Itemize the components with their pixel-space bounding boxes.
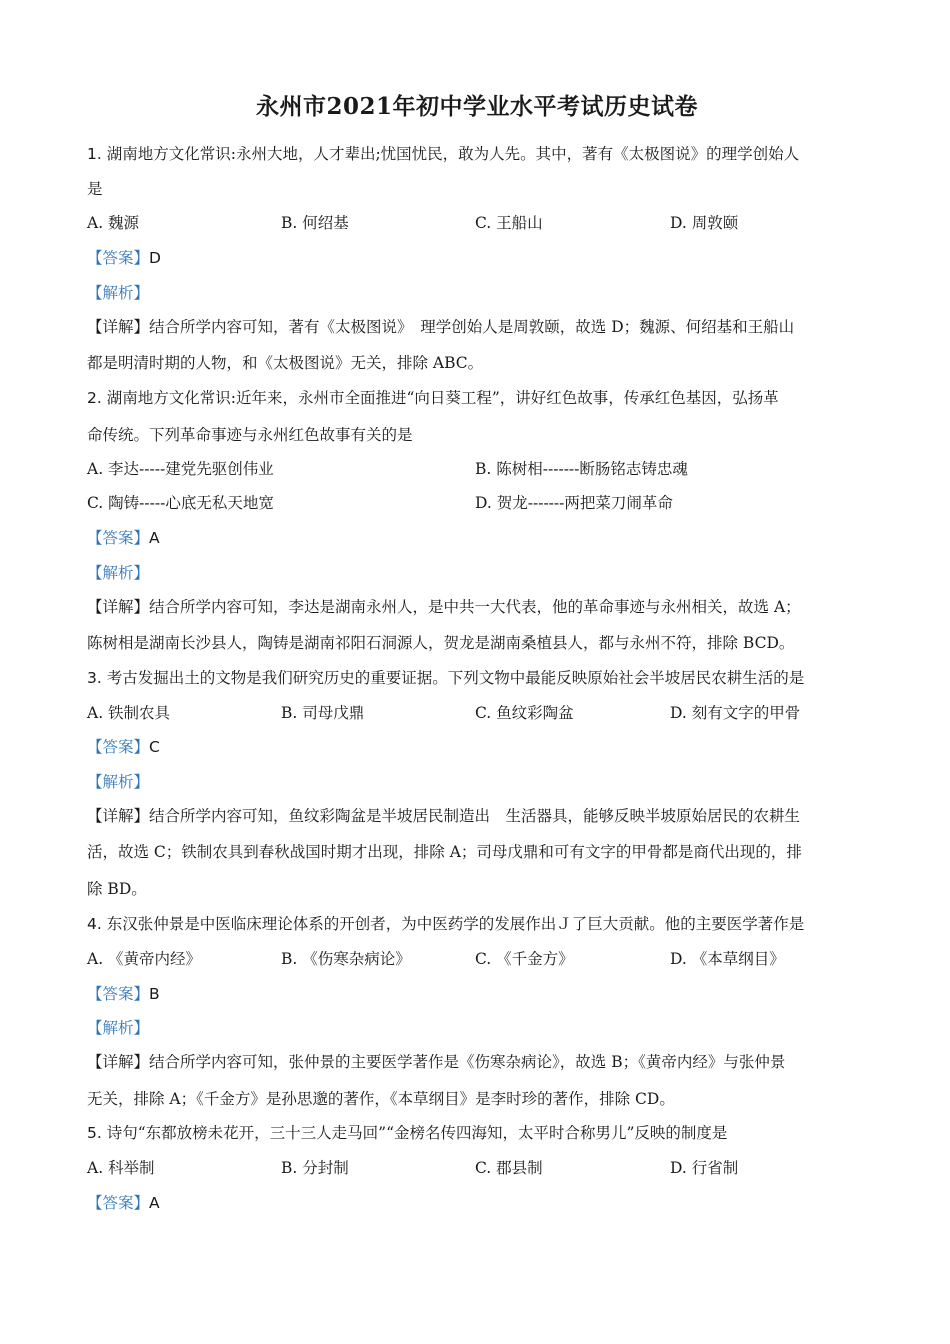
option-c: C. 《千金方》 [475, 950, 574, 968]
question-2-stem [87, 387, 867, 409]
question-5-stem [87, 1122, 867, 1144]
question-text: 考古发掘出土的文物是我们研究历史的重要证据。下列文物中最能反映原始社会半坡居民农耕生活的是 [106, 669, 805, 687]
question-number: 4. [87, 915, 102, 933]
question-2-answer [87, 527, 867, 549]
question-number: 2. [87, 389, 102, 407]
question-1-detail-cont: 都是明清时期的人物，和《太极图说》无关，排除 ABC。 [87, 354, 484, 372]
question-4-detail-cont: 无关，排除 A；《千金方》是孙思邈的著作，《本草纲目》是李时珍的著作，排除 CD。 [87, 1090, 675, 1108]
question-number: 1. [87, 145, 102, 163]
detail-tag: 【详解】 [87, 318, 150, 336]
option-a: A. 《黄帝内经》 [87, 950, 202, 968]
answer-value: B [149, 985, 160, 1003]
option-b: B. 何绍基 [281, 214, 349, 232]
question-number: 5. [87, 1124, 102, 1142]
question-text: 东汉张仲景是中医临床理论体系的开创者，为中医药学的发展作出Ｊ了巨大贡献。他的主要医学著作是 [106, 915, 805, 933]
question-3-analysis-tag: 【解析】 [87, 773, 150, 791]
question-number: 3. [87, 669, 102, 687]
detail-tag: 【详解】 [87, 1053, 150, 1071]
question-4-stem [87, 913, 867, 935]
option-a: A. 科举制 [87, 1159, 155, 1177]
answer-tag: 【答案】 [87, 1194, 150, 1212]
question-3-detail-cont2: 除 BD。 [87, 880, 147, 898]
answer-tag: 【答案】 [87, 985, 150, 1003]
question-3-stem [87, 667, 867, 689]
question-3-detail-cont: 活，故选 C；铁制农具到春秋战国时期才出现，排除 A；司母戊鼎和可有文字的甲骨都是商代出现的，排 [87, 843, 802, 861]
detail-tag: 【详解】 [87, 598, 150, 616]
detail-text: 结合所学内容可知，李达是湖南永州人，是中共一大代表，他的革命事迹与永州相关，故选 A； [149, 598, 801, 616]
question-1-stem [87, 143, 867, 165]
question-text: 湖南地方文化常识:近年来，永州市全面推进“向日葵工程”，讲好红色故事，传承红色基因，弘扬革 [106, 389, 779, 407]
question-2-detail [87, 596, 867, 618]
question-1-stem-cont: 是 [87, 180, 103, 198]
option-d: D. 刻有文字的甲骨 [670, 704, 801, 722]
question-2-stem-cont: 命传统。下列革命事迹与永州红色故事有关的是 [87, 426, 413, 444]
option-c: C. 鱼纹彩陶盆 [475, 704, 574, 722]
detail-text: 结合所学内容可知，著有《太极图说》 理学创始人是周敦颐，故选 D；魏源、何绍基和王船山 [149, 318, 795, 336]
question-2-detail-cont: 陈树相是湖南长沙县人，陶铸是湖南祁阳石洞源人，贺龙是湖南桑植县人，都与永州不符，排除 BCD。 [87, 634, 795, 652]
question-1-answer [87, 247, 867, 269]
option-b: B. 分封制 [281, 1159, 349, 1177]
question-3-answer [87, 736, 867, 758]
answer-tag: 【答案】 [87, 249, 150, 267]
page-title: 永州市2021年初中学业水平考试历史试卷 [255, 93, 698, 120]
option-a: A. 李达-----建党先驱创伟业 [87, 460, 274, 478]
option-a: A. 魏源 [87, 214, 140, 232]
option-d: D. 周敦颐 [670, 214, 739, 232]
question-text: 湖南地方文化常识:永州大地，人才辈出;忧国忧民，敢为人先。其中，著有《太极图说》的理学创始人 [106, 145, 800, 163]
answer-value: D [149, 249, 161, 267]
option-d: D. 贺龙-------两把菜刀闹革命 [475, 494, 673, 512]
detail-tag: 【详解】 [87, 807, 150, 825]
question-1-analysis-tag: 【解析】 [87, 284, 150, 302]
option-c: C. 陶铸-----心底无私天地宽 [87, 494, 274, 512]
answer-value: A [149, 1194, 160, 1212]
detail-text: 结合所学内容可知，鱼纹彩陶盆是半坡居民制造出 生活器具，能够反映半坡原始居民的农耕生 [149, 807, 801, 825]
option-b: B. 陈树相-------断肠铭志铸忠魂 [475, 460, 688, 478]
option-a: A. 铁制农具 [87, 704, 171, 722]
option-c: C. 郡县制 [475, 1159, 543, 1177]
answer-tag: 【答案】 [87, 529, 150, 547]
question-5-answer [87, 1192, 867, 1214]
answer-tag: 【答案】 [87, 738, 150, 756]
question-1-detail [87, 316, 867, 338]
option-b: B. 《伤寒杂病论》 [281, 950, 411, 968]
question-text: 诗句“东都放榜未花开，三十三人走马回”“金榜名传四海知，太平时合称男儿”反映的制度是 [106, 1124, 728, 1142]
answer-value: A [149, 529, 160, 547]
option-d: D. 《本草纲目》 [670, 950, 785, 968]
option-c: C. 王船山 [475, 214, 543, 232]
question-2-analysis-tag: 【解析】 [87, 564, 150, 582]
option-d: D. 行省制 [670, 1159, 739, 1177]
question-4-detail [87, 1051, 867, 1073]
question-4-analysis-tag: 【解析】 [87, 1019, 150, 1037]
detail-text: 结合所学内容可知，张仲景的主要医学著作是《伤寒杂病论》，故选 B；《黄帝内经》与张仲景 [149, 1053, 786, 1071]
question-4-answer [87, 983, 867, 1005]
option-b: B. 司母戊鼎 [281, 704, 365, 722]
question-3-detail [87, 805, 867, 827]
answer-value: C [149, 738, 160, 756]
